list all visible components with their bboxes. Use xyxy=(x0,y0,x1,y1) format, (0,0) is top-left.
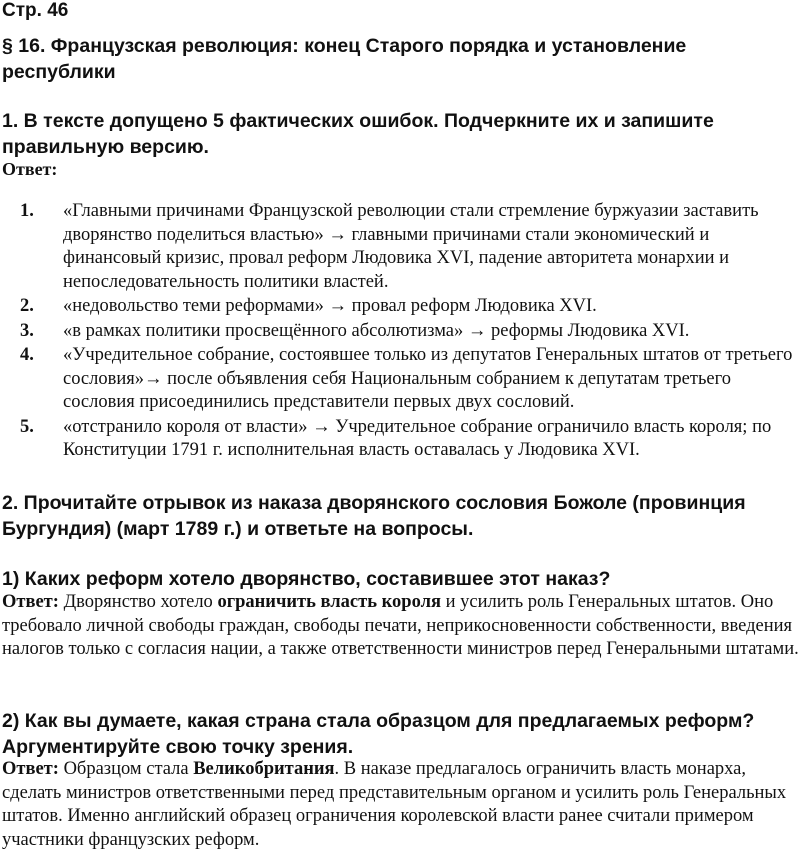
list-item-number: 1. xyxy=(20,201,34,221)
question-1: 1) Каких реформ хотело дворянство, составившее этот наказ? xyxy=(2,568,611,590)
answer-1-emphasis: ограничить власть короля xyxy=(217,592,441,612)
list-item-text: «Главными причинами Французской революции стали стремление буржуазии заставить дворянство поделиться властью» → главными причинами стали экономический и финансовый кризис, провал реформ Людовика XVI, падение авторитета монархии и непоследовательность политики властей. xyxy=(63,201,759,292)
list-item-text: «Учредительное собрание, состоявшее только из депутатов Генеральных штатов от третьего сословия»→ после объявления себя Национальным собранием к депутатам третьего сословия присоединились представители первых двух сословий. xyxy=(63,345,793,412)
answer-1-text-start: Дворянство хотело xyxy=(58,592,218,612)
answer-1 xyxy=(2,591,800,662)
error-correction-list xyxy=(0,200,800,463)
answer-2-label: Ответ: xyxy=(2,759,59,779)
page-number: Стр. 46 xyxy=(2,0,69,21)
list-item-number: 4. xyxy=(20,345,34,365)
list-item-number: 3. xyxy=(20,320,34,341)
list-item xyxy=(0,320,800,344)
list-item xyxy=(0,295,800,319)
list-item xyxy=(0,200,800,294)
question-2: 2) Как вы думаете, какая страна стала образцом для предлагаемых реформ? Аргументируйте свою точку зрения. xyxy=(2,710,755,758)
list-item xyxy=(0,416,800,463)
answer-2 xyxy=(2,758,800,852)
list-item-number: 5. xyxy=(20,416,34,437)
answer-1-text-end: и усилить роль Генеральных штатов. Оно требовало личной свободы граждан, свободы печати, неприкосновенности собственности, введения налогов только с согласия нации, а также ответственности министров перед Генеральными штатами. xyxy=(2,592,799,659)
answer-2-emphasis: Великобритания xyxy=(193,759,335,779)
list-item-text: «в рамках политики просвещённого абсолютизма» → реформы Людовика XVI. xyxy=(63,320,690,341)
answer-1-label: Ответ: xyxy=(2,592,59,612)
answer-2-text-end: . В наказе предлагалось ограничить власть монарха, сделать министров ответственными перед представительным органом и усилить роль Генеральных штатов. Именно английский образец ограничения королевской власти ранее считали примером участники французских реформ. xyxy=(2,759,787,850)
list-item-text: «недовольство теми реформами» → провал реформ Людовика XVI. xyxy=(63,296,597,316)
answer-2-text-start: Образцом стала xyxy=(58,759,194,779)
task2-prompt: 2. Прочитайте отрывок из наказа дворянского сословия Божоле (провинция Бургундия) (март 1789 г.) и ответьте на вопросы. xyxy=(2,492,746,540)
list-item-number: 2. xyxy=(20,296,34,316)
task1-answer-label: Ответ: xyxy=(2,159,58,179)
section-title: § 16. Французская революция: конец Старого порядка и установление республики xyxy=(2,35,687,83)
list-item xyxy=(0,344,800,415)
list-item-text: «отстранило короля от власти» → Учредительное собрание ограничило власть короля; по Конституции 1791 г. исполнительная власть оставалась у Людовика XVI. xyxy=(63,416,772,460)
task1-prompt: 1. В тексте допущено 5 фактических ошибок. Подчеркните их и запишите правильную версию. xyxy=(2,110,714,158)
